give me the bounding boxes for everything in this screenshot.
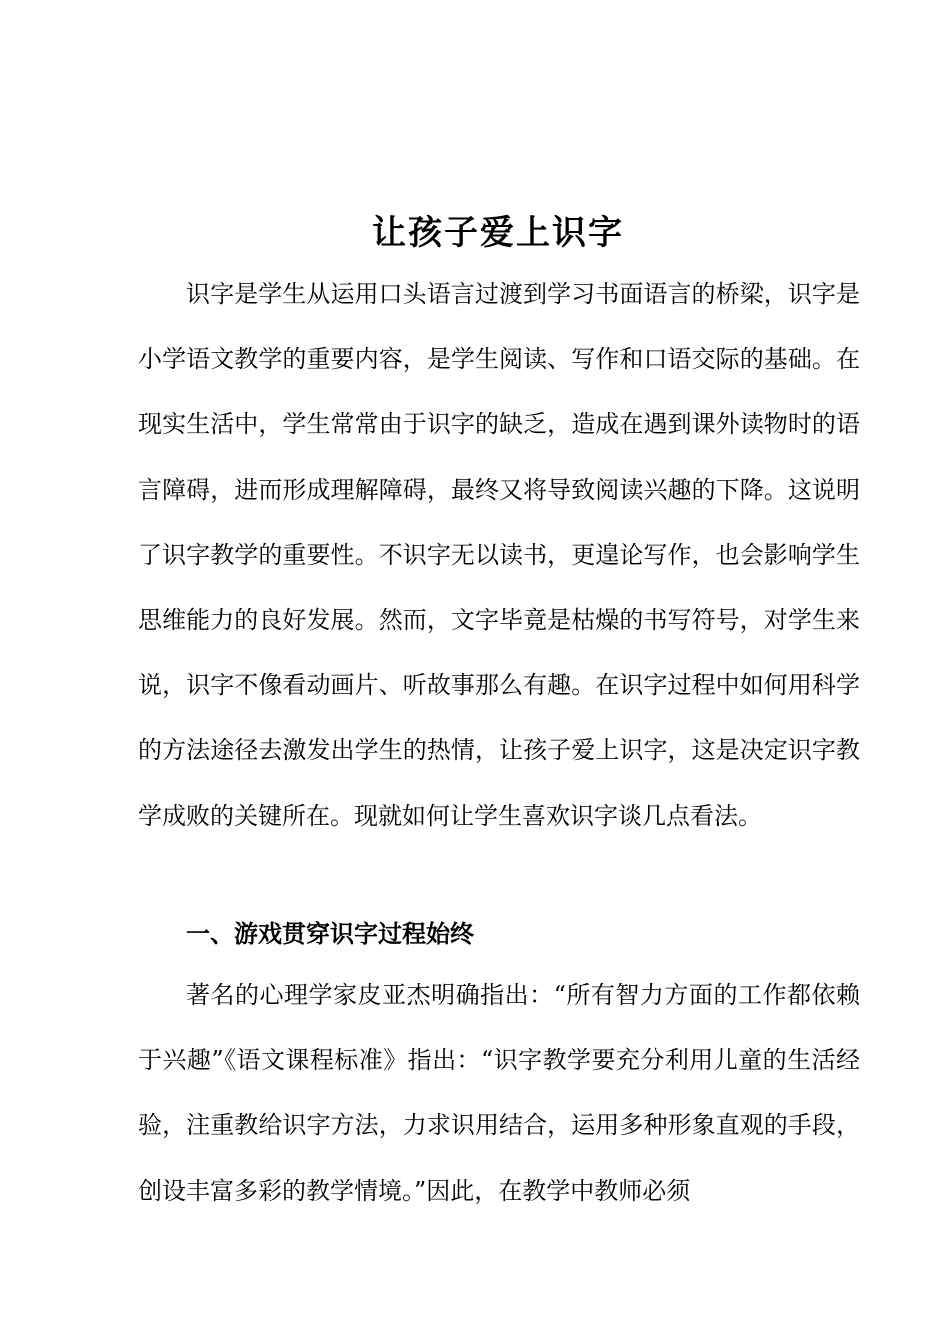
body-paragraph-1: 识字是学生从运用口头语言过渡到学习书面语言的桥梁，识字是小学语文教学的重要内容，是学生阅读、写作和口语交际的基础。在现实生活中，学生常常由于识字的缺乏，造成在遇到课外读物时的语言障碍，进而形成理解障碍，最终又将导致阅读兴趣的下降。这说明了识字教学的重要性。不识字无以读书，更遑论写作，也会影响学生思维能力的良好发展。然而，文字毕竟是枯燥的书写符号，对学生来说，识字不像看动画片、听故事那么有趣。在识字过程中如何用科学的方法途径去激发出学生的热情，让孩子爱上识字，这是决定识字教学成败的关键所在。现就如何让学生喜欢识字谈几点看法。 — [138, 280, 860, 830]
body-paragraph-2: 著名的心理学家皮亚杰明确指出：“所有智力方面的工作都依赖于兴趣”《语文课程标准》指出：“识字教学要充分利用儿童的生活经验，注重教给识字方法，力求识用结合，运用多种形象直观的手段，创设丰富多彩的教学情境。”因此，在教学中教师必须 — [138, 981, 860, 1205]
document-title: 让孩子爱上识字 — [372, 213, 624, 253]
section-heading: 一、游戏贯穿识字过程始终 — [186, 920, 474, 948]
